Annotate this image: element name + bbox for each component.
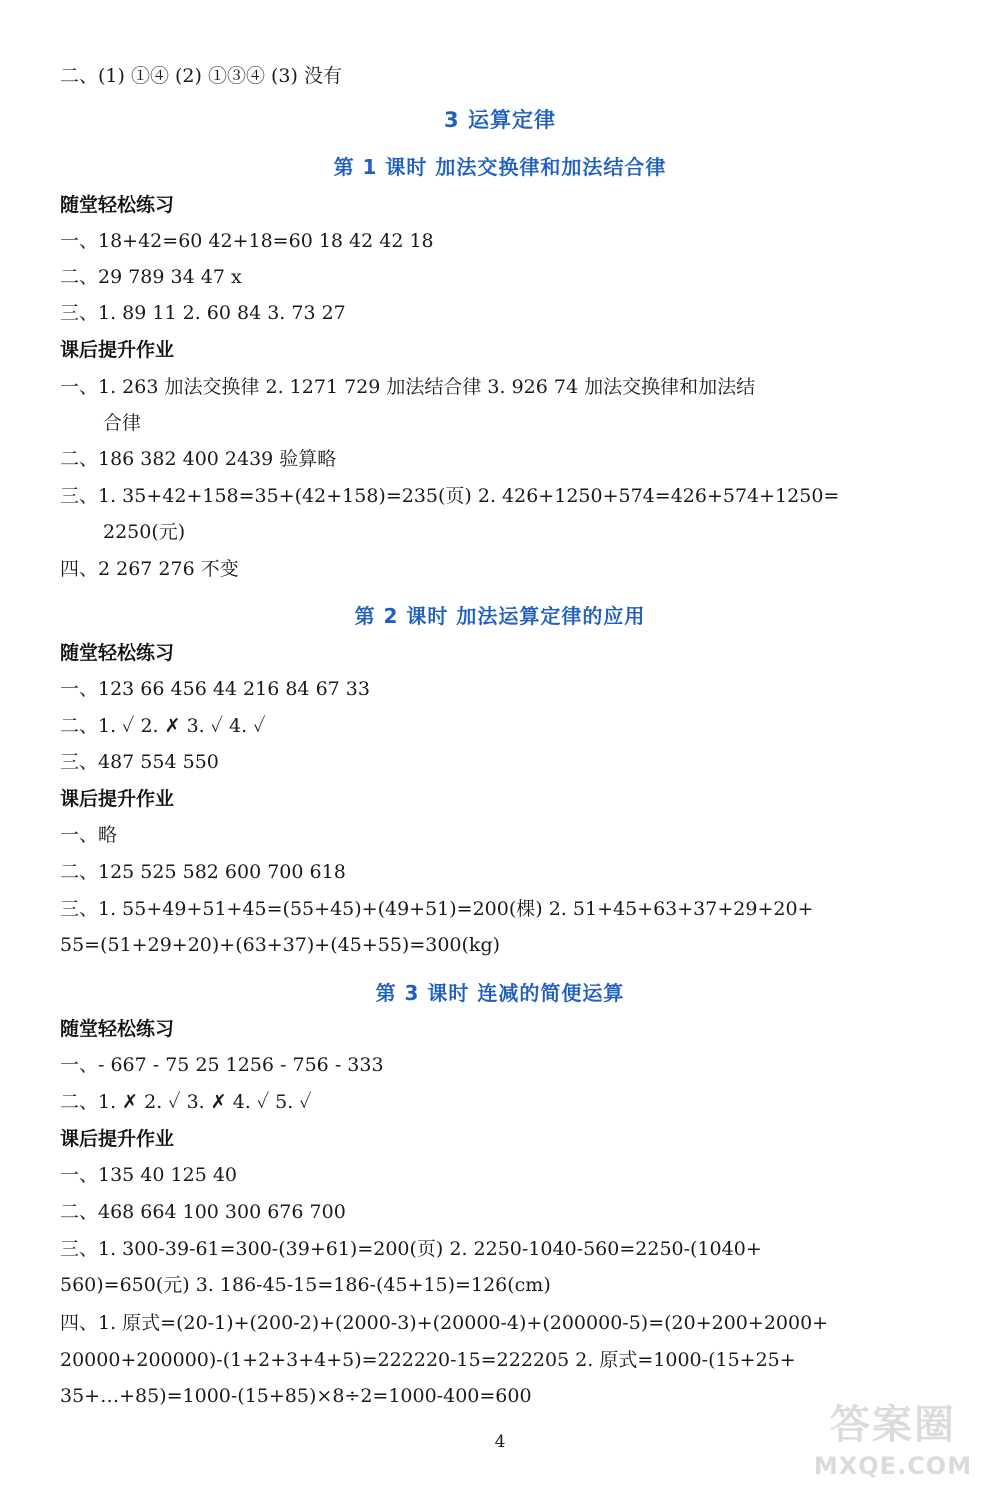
watermark-logo bbox=[808, 1399, 978, 1491]
answer-line: 二、468 664 100 300 676 700 bbox=[60, 1201, 346, 1223]
subsection-title: 课后提升作业 bbox=[60, 1128, 175, 1150]
answer-line: 20000+200000)-(1+2+3+4+5)=222220-15=222205 2. 原式=1000-(15+25+ bbox=[60, 1349, 796, 1371]
answer-line: 一、略 bbox=[60, 824, 118, 846]
lesson-heading: 第 1 课时 加法交换律和加法结合律 bbox=[333, 155, 667, 179]
answer-line: 四、1. 原式=(20-1)+(200-2)+(2000-3)+(20000-4)+(200000-5)=(20+200+2000+ bbox=[60, 1312, 829, 1334]
watermark-url: MXQE.COM bbox=[813, 1452, 973, 1480]
subsection-title: 课后提升作业 bbox=[60, 788, 175, 810]
answer-line: 三、1. 55+49+51+45=(55+45)+(49+51)=200(棵) 2. 51+45+63+37+29+20+ bbox=[60, 898, 814, 920]
subsection-title: 随堂轻松练习 bbox=[60, 1018, 175, 1040]
subsection-title: 课后提升作业 bbox=[60, 339, 175, 361]
answer-line: 2250(元) bbox=[103, 521, 186, 543]
watermark-text: 答案圈 bbox=[830, 1402, 956, 1448]
answer-line: 二、1. ✗ 2. ✓ 3. ✗ 4. ✓ 5. ✓ bbox=[60, 1091, 312, 1113]
answer-line: 一、- 667 - 75 25 1256 - 756 - 333 bbox=[60, 1054, 384, 1076]
lesson-heading: 第 2 课时 加法运算定律的应用 bbox=[354, 604, 646, 628]
answer-line: 三、1. 35+42+158=35+(42+158)=235(页) 2. 426+1250+574=426+574+1250= bbox=[60, 485, 840, 507]
answer-line: 二、1. ✓ 2. ✗ 3. ✓ 4. ✓ bbox=[60, 715, 266, 737]
section-heading: 3 运算定律 bbox=[444, 108, 556, 132]
answer-line: 560)=650(元) 3. 186-45-15=186-(45+15)=126(cm) bbox=[60, 1274, 551, 1296]
lesson-heading: 第 3 课时 连减的简便运算 bbox=[375, 981, 625, 1005]
answer-line: 二、125 525 582 600 700 618 bbox=[60, 861, 346, 883]
answer-line: 二、29 789 34 47 x bbox=[60, 266, 242, 288]
answer-line: 一、1. 263 加法交换律 2. 1271 729 加法结合律 3. 926 74 加法交换律和加法结 bbox=[60, 376, 756, 398]
answer-line: 合律 bbox=[103, 412, 142, 434]
answer-line: 一、135 40 125 40 bbox=[60, 1164, 238, 1186]
answer-line: 二、(1) ①④ (2) ①③④ (3) 没有 bbox=[60, 65, 342, 87]
answer-line: 55=(51+29+20)+(63+37)+(45+55)=300(kg) bbox=[60, 934, 501, 956]
subsection-title: 随堂轻松练习 bbox=[60, 194, 175, 216]
answer-line: 一、18+42=60 42+18=60 18 42 42 18 bbox=[60, 230, 434, 252]
answer-line: 二、186 382 400 2439 验算略 bbox=[60, 448, 337, 470]
answer-line: 三、1. 300-39-61=300-(39+61)=200(页) 2. 2250-1040-560=2250-(1040+ bbox=[60, 1238, 762, 1260]
answer-line: 四、2 267 276 不变 bbox=[60, 558, 239, 580]
page-number: 4 bbox=[494, 1432, 506, 1452]
answer-line: 三、487 554 550 bbox=[60, 751, 219, 773]
subsection-title: 随堂轻松练习 bbox=[60, 642, 175, 664]
answer-line: 三、1. 89 11 2. 60 84 3. 73 27 bbox=[60, 302, 346, 324]
answer-line: 一、123 66 456 44 216 84 67 33 bbox=[60, 678, 370, 700]
answer-line: 35+…+85)=1000-(15+85)×8÷2=1000-400=600 bbox=[60, 1385, 532, 1407]
